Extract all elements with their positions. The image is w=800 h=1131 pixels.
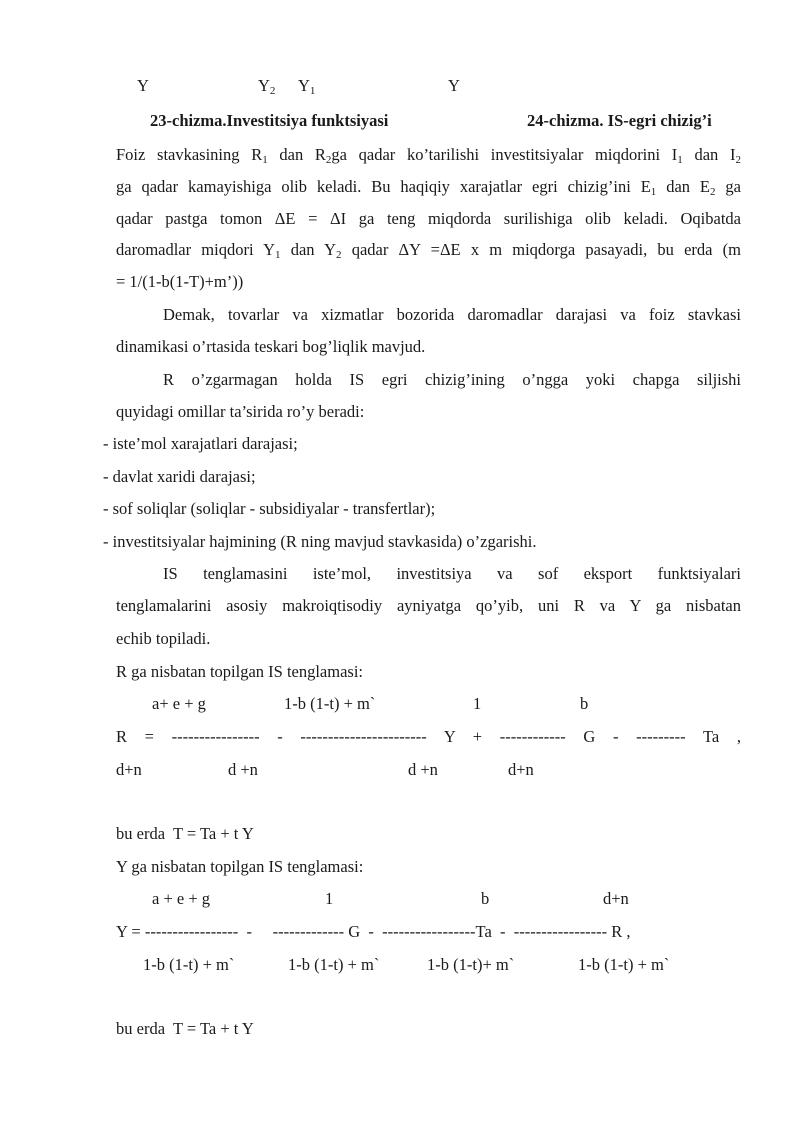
equation-1-numerator: 1 (473, 694, 482, 713)
equation-1-denominator: d+n (508, 760, 534, 779)
equation-2-numerator: b (481, 889, 490, 908)
paragraph-2-line-2: dinamikasi o’rtasida teskari bog’liqlik mavjud. (116, 337, 426, 356)
equation-2-denominator: 1-b (1-t) + m` (578, 955, 670, 974)
list-item: - iste’mol xarajatlari darajasi; (103, 434, 298, 453)
equation-1-numerator: b (580, 694, 589, 713)
equation-2-denominator: 1-b (1-t)+ m` (427, 955, 515, 974)
equation-2-numerator: 1 (325, 889, 334, 908)
figure-caption-23: 23-chizma.Investitsiya funktsiyasi (150, 111, 389, 130)
figure-caption-24: 24-chizma. IS-egri chizig’i (527, 111, 712, 130)
equation-1-denominator: d +n (228, 760, 258, 779)
paragraph-4-line-2: tenglamalarini asosiy makroiqtisodiy ayniyatga qo’yib, uni R va Y ga nisbatan (116, 596, 741, 615)
paragraph-1-line-4: daromadlar miqdori $Y_1$ dan $Y_2$ qadar ΔY =ΔE x m miqdorga pasayadi, bu erda (m (116, 240, 741, 261)
paragraph-2-line-1: Demak, tovarlar va xizmatlar bozorida daromadlar darajasi va foiz stavkasi (163, 305, 741, 324)
fig-axis-label-y-left: Y (137, 76, 149, 95)
equation-2-heading: Y ga nisbatan topilgan IS tenglamasi: (116, 857, 364, 876)
equation-1-denominator: d +n (408, 760, 438, 779)
fig-axis-label-y2: $Y_2$ (258, 76, 276, 97)
paragraph-3-line-1: R o’zgarmagan holda IS egri chizig’ining o’ngga yoki chapga siljishi (163, 370, 741, 389)
paragraph-4-line-3: echib topiladi. (116, 629, 211, 648)
equation-2-denominator: 1-b (1-t) + m` (288, 955, 380, 974)
equation-1-where: bu erda T = Ta + t Y (116, 824, 254, 843)
equation-1-denominator: d+n (116, 760, 142, 779)
equation-2-where: bu erda T = Ta + t Y (116, 1019, 254, 1038)
equation-2-main-line: Y = ----------------- - ------------- G - -----------------Ta - ----------------- R , (116, 922, 631, 941)
equation-1-numerator: 1-b (1-t) + m` (284, 694, 376, 713)
fig-axis-label-y-right: Y (448, 76, 460, 95)
equation-2-denominator: 1-b (1-t) + m` (143, 955, 235, 974)
paragraph-3-line-2: quyidagi omillar ta’sirida ro’y beradi: (116, 402, 365, 421)
paragraph-1-line-3: qadar pastga tomon ΔE = ΔI ga teng miqdorda surilishiga olib keladi. Oqibatda (116, 209, 741, 228)
equation-1-main-line: R = ---------------- - ----------------------- Y + ------------ G - --------- Ta , (116, 727, 741, 746)
fig-axis-label-y1: $Y_1$ (298, 76, 316, 97)
list-item: - sof soliqlar (soliqlar - subsidiyalar - transfertlar); (103, 499, 436, 518)
paragraph-1-line-1: Foiz stavkasining $R_1$ dan $R_2ga$ qadar ko’tarilishi investitsiyalar miqdorini $I_1$ dan $I_2$ (116, 145, 741, 166)
paragraph-1-line-2: ga qadar kamayishiga olib keladi. Bu haqiqiy xarajatlar egri chizig’ini $E_1$ dan $E_2$ ga (116, 177, 741, 198)
equation-2-numerator: a + e + g (152, 889, 211, 908)
paragraph-4-line-1: IS tenglamasini iste’mol, investitsiya va sof eksport funktsiyalari (163, 564, 741, 583)
paragraph-1-line-5: = 1/(1-b(1-T)+m’)) (116, 272, 244, 291)
list-item: - davlat xaridi darajasi; (103, 467, 256, 486)
equation-1-numerator: a+ e + g (152, 694, 206, 713)
equation-1-heading: R ga nisbatan topilgan IS tenglamasi: (116, 662, 364, 681)
equation-2-numerator: d+n (603, 889, 629, 908)
list-item: - investitsiyalar hajmining (R ning mavjud stavkasida) o’zgarishi. (103, 532, 537, 551)
